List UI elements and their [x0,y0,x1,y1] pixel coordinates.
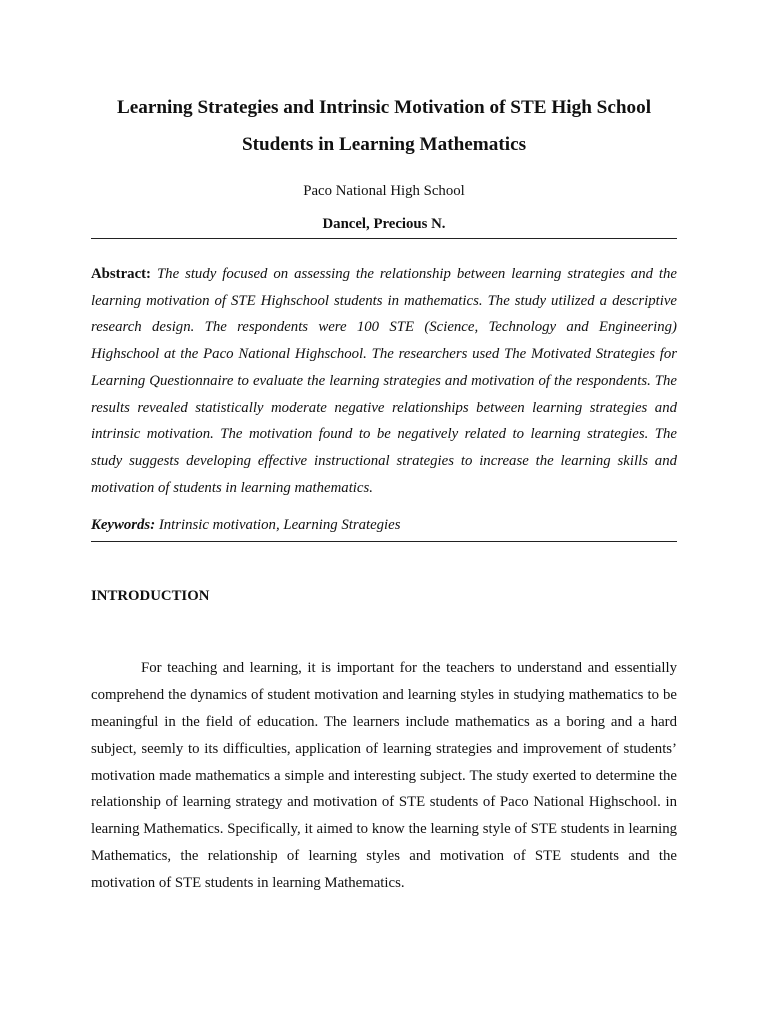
keywords [91,515,677,535]
abstract-text: The study focused on assessing the relationship between learning strategies and the learning motivation of STE Highschool students in mathematics. The study utilized a descriptive research design. The respondents were 100 STE (Science, Technology and Engineering) Highschool at the Paco National Highschool. The researchers used The Motivated Strategies for Learning Questionnaire to evaluate the learning strategies and motivation of the respondents. The results revealed statistically moderate negative relationships between learning strategies and intrinsic motivation. The motivation found to be negatively related to learning strategies. The study suggests developing effective instructional strategies to increase the learning skills and motivation of students in learning mathematics. [91,266,677,496]
abstract-divider [91,541,677,542]
header-divider [91,238,677,239]
keywords-label: Keywords: [91,517,156,534]
keywords-text: Intrinsic motivation, Learning Strategies [158,517,401,534]
paper-title-line-2: Students in Learning Mathematics [241,134,527,155]
author-affiliation: Paco National High School [303,183,465,199]
introduction-heading: INTRODUCTION [91,588,210,605]
abstract-label: Abstract: [91,266,151,282]
paper-title [91,0,677,163]
introduction-paragraph: For teaching and learning, it is important for the teachers to understand and essentially comprehend the dynamics of student motivation and learning styles in studying mathematics to be meaningful in the field of education. The learners include mathematics as a boring and a hard subject, seemly to its difficulties, application of learning strategies and improvement of students’ motivation made mathematics a simple and interesting subject. The study exerted to determine the relationship of learning strategy and motivation of STE students of Paco National Highschool. in learning Mathematics. Specifically, it aimed to know the learning style of STE students in learning Mathematics, the relationship of learning styles and motivation of STE students and the motivation of STE students in learning Mathematics. [91,660,677,891]
abstract [91,261,677,501]
paper-title-line-1: Learning Strategies and Intrinsic Motivation of STE High School [116,97,652,118]
author-name: Dancel, Precious N. [322,216,446,232]
